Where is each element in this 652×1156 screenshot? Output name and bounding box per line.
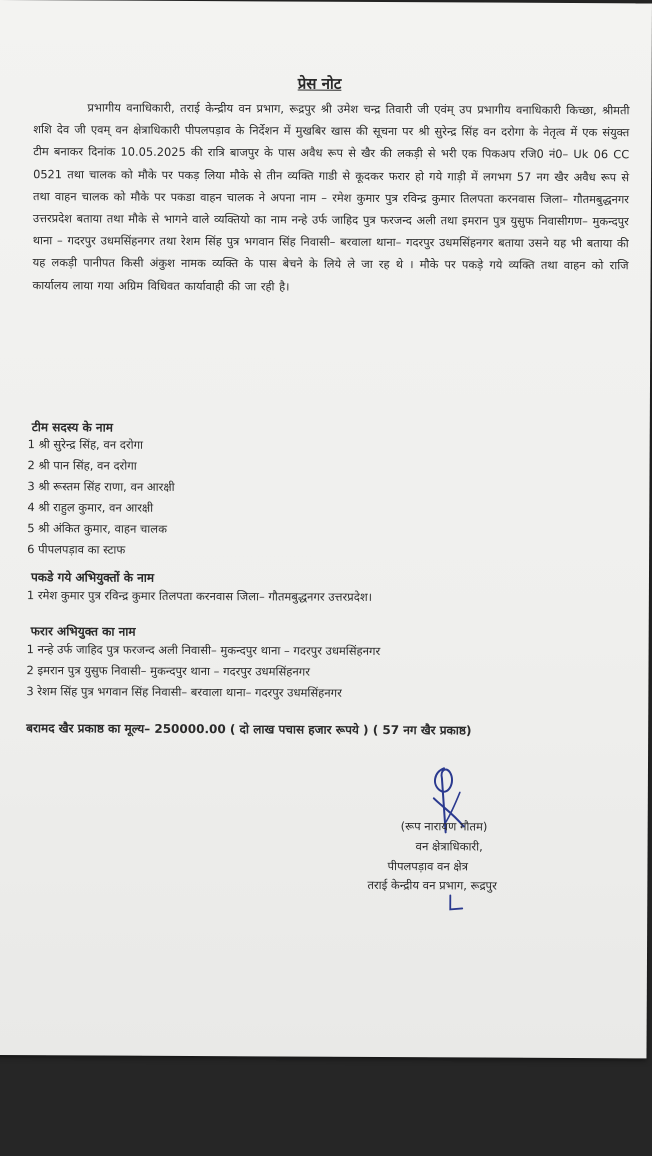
team-heading: टीम सदस्य के नाम: [31, 420, 113, 435]
team-member: 2 श्री पान सिंह, वन दरोगा: [27, 458, 137, 473]
team-member: 4 श्री राहुल कुमार, वन आरक्षी: [27, 500, 154, 515]
press-note-title: प्रेस नोट: [297, 74, 342, 93]
absconding-person: 3 रेशम सिंह पुत्र भगवान सिंह निवासी– बरवाला थाना– गदरपुर उधमसिंहनगर: [26, 684, 342, 700]
signatory-designation: वन क्षेत्राधिकारी,: [415, 839, 483, 854]
team-member: 5 श्री अंकित कुमार, वाहन चालक: [27, 521, 167, 536]
team-member: 6 पीपलपड़ाव का स्टाफ: [27, 542, 126, 557]
signatory-division: तराई केन्द्रीय वन प्रभाग, रूद्रपुर: [367, 877, 497, 893]
absconding-heading: फरार अभियुक्त का नाम: [30, 624, 136, 639]
arrested-heading: पकडे गये अभियुक्तों के नाम: [30, 570, 155, 585]
team-member: 3 श्री रूस्तम सिंह राणा, वन आरक्षी: [27, 479, 175, 494]
press-note-body: प्रभागीय वनाधिकारी, तराई केन्द्रीय वन प्रभाग, रूद्रपुर श्री उमेश चन्द्र तिवारी जी एवंम् उप प्रभागीय वनाधिकारी किच्छा, श्रीमती शशि देव जी एवम् वन क्षेत्राधिकारी पीपलपड़ाव के निर्देशन में मुखबिर खास की सूचना पर श्री सुरेन्द्र सिंह वन दरोगा के नेतृत्व में एक संयुक्त टीम बनाकर दिनांक 10.05.2025 की रात्रि बाजपुर के पास अवैध रूप से खैर की लकड़ी से भरी एक पिकअप रजि0 नं0– Uk 06 CC 0521 तथा चालक को मौके पर पकड़ लिया मौके से तीन व्यक्ति गाडी से कूदकर फरार हो गये गाड़ी में लगभग 57 नग खैर अवैध रूप से तथा वाहन चालक को मौके पर पकडा वाहन चालक ने अपना नाम – रमेश कुमार पुत्र रविन्द्र कुमार तिलपता करनवास जिला– गौतमबुद्धनगर उत्तरप्रदेश बताया तथा मौके से भागने वाले व्यक्तियो का नाम नन्हे उर्फ जाहिद पुत्र फरजन्द अली तथा इमरान पुत्र युसुफ निवासीगण– मुकन्दपुर थाना – गदरपुर उधमसिंहनगर तथा रेशम सिंह पुत्र भगवान सिंह निवासी– बरवाला थाना– गदरपुर उधमसिंहनगर बताया उसने यह भी बताया की यह लकड़ी पानीपत किसी अंकुश नामक व्यक्ति के पास बेचने के लिये ले जा रह थे । मौके पर पकड़े गये व्यक्ति तथा वाहन को राजि कार्यालय लाया गया अग्रिम विधिवत कार्यावाही की जा रही है।: [32, 100, 630, 294]
recovered-value: बरामद खैर प्रकाष्ठ का मूल्य– 250000.00 ( दो लाख पचास हजार रूपये ) ( 57 नग खैर प्रकाष्ठ): [26, 721, 472, 738]
signatory-range: पीपलपड़ाव वन क्षेत्र: [387, 859, 469, 874]
initial-mark-icon: [445, 892, 469, 914]
arrested-person: 1 रमेश कुमार पुत्र रविन्द्र कुमार तिलपता करनवास जिला– गौतमबुद्धनगर उत्तरप्रदेश।: [26, 588, 373, 604]
absconding-person: 2 इमरान पुत्र युसुफ निवासी– मुकन्दपुर थाना – गदरपुर उधमसिंहनगर: [26, 663, 310, 679]
signatory-name: (रूप नारायण गौतम): [400, 819, 488, 834]
team-member: 1 श्री सुरेन्द्र सिंह, वन दरोगा: [27, 437, 144, 452]
absconding-person: 1 नन्हे उर्फ जाहिद पुत्र फरजन्द अली निवासी– मुकन्दपुर थाना – गदरपुर उधमसिंहनगर: [26, 642, 381, 658]
